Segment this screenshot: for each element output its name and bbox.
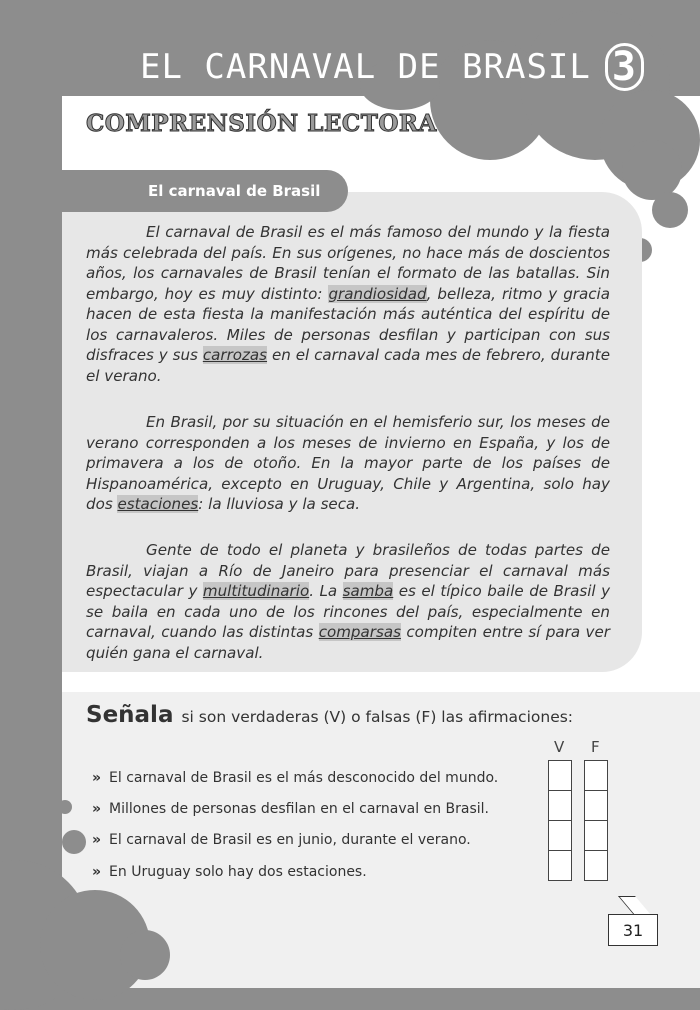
statement-text: El carnaval de Brasil es en junio, durante el verano. (109, 832, 471, 848)
statement-item (92, 801, 489, 817)
statement-item (92, 770, 498, 786)
reading-title-text: El carnaval de Brasil (148, 182, 321, 200)
answer-box-false[interactable] (584, 760, 608, 791)
instruction-verb: Señala (86, 702, 174, 728)
keyword-highlight: estaciones (117, 495, 199, 513)
answer-box-true[interactable] (548, 821, 572, 851)
double-chevron-icon: » (92, 801, 102, 817)
statement-text: El carnaval de Brasil es el más desconocido del mundo. (109, 770, 499, 786)
unit-number: 3 (605, 43, 644, 91)
answer-box-true[interactable] (548, 760, 572, 791)
statement-text: En Uruguay solo hay dos estaciones. (109, 864, 367, 880)
keyword-highlight: samba (342, 582, 394, 600)
column-header-true: V (554, 738, 565, 756)
answer-box-true[interactable] (548, 851, 572, 881)
answer-box-true[interactable] (548, 791, 572, 821)
text-run: : la lluviosa y la seca. (198, 495, 361, 513)
keyword-highlight: carrozas (202, 346, 268, 364)
deco-bubble (622, 140, 682, 200)
false-answer-column (584, 760, 608, 881)
reading-title (62, 170, 348, 212)
paragraph-3 (86, 540, 610, 663)
paragraph-2 (86, 412, 610, 515)
double-chevron-icon: » (92, 832, 102, 848)
statement-item (92, 864, 367, 880)
text-run: en el carnaval cada mes de febrero, durante el verano. (86, 346, 610, 385)
column-header-false: F (591, 738, 600, 756)
page-number: 31 (608, 914, 658, 946)
statement-text: Millones de personas desfilan en el carnaval en Brasil. (109, 801, 489, 817)
exercise-instruction (86, 702, 573, 728)
answer-box-false[interactable] (584, 791, 608, 821)
header-title (140, 42, 637, 92)
keyword-highlight: multitudinario (202, 582, 310, 600)
answer-box-false[interactable] (584, 851, 608, 881)
double-chevron-icon: » (92, 770, 102, 786)
text-run: compiten entre sí para ver quién gana el carnaval. (86, 623, 610, 662)
double-chevron-icon: » (92, 864, 102, 880)
text-run: En Brasil, por su situación en el hemisferio sur, los meses de verano corresponden a los meses de invierno en España, y los de primavera a los de otoño. En la mayor parte de los países de Hispanoamérica, excepto en Uruguay, Chile y Argentina, solo hay dos (86, 413, 610, 513)
text-run: Gente de todo el planeta y brasileños de todas partes de Brasil, viajan a Río de Janeiro para presenciar el carnaval más espectacular y (86, 541, 610, 600)
statement-item (92, 832, 471, 848)
true-answer-column (548, 760, 572, 881)
deco-bubble (120, 930, 170, 980)
deco-bubble (58, 800, 72, 814)
text-run: . La (309, 582, 343, 600)
text-run: El carnaval de Brasil es el más famoso del mundo y la fiesta más celebrada del país. En sus orígenes, no hace más de doscientos años, los carnavales de Brasil tenían el formato de las batallas. Sin embargo, hoy es muy distinto: (86, 223, 610, 303)
keyword-highlight: comparsas (318, 623, 401, 641)
text-run: es el típico baile de Brasil y se baila en cada uno de los rincones del país, especialmente en carnaval, cuando las distintas (86, 582, 611, 641)
keyword-highlight: grandiosidad (328, 284, 427, 303)
instruction-text: si son verdaderas (V) o falsas (F) las afirmaciones: (181, 708, 574, 726)
paragraph-1 (86, 222, 610, 386)
text-run: , belleza, ritmo y gracia hacen de esta fiesta la manifestación más auténtica del espíritu de los carnavaleros. Miles de personas desfilan y participan con sus disfraces y sus (86, 284, 610, 364)
deco-bubble (62, 830, 86, 854)
answer-box-false[interactable] (584, 821, 608, 851)
deco-bubble (652, 192, 688, 228)
header-title-text: EL CARNAVAL DE BRASIL (140, 47, 591, 87)
section-title: COMPRENSIÓN LECTORA (86, 110, 437, 137)
